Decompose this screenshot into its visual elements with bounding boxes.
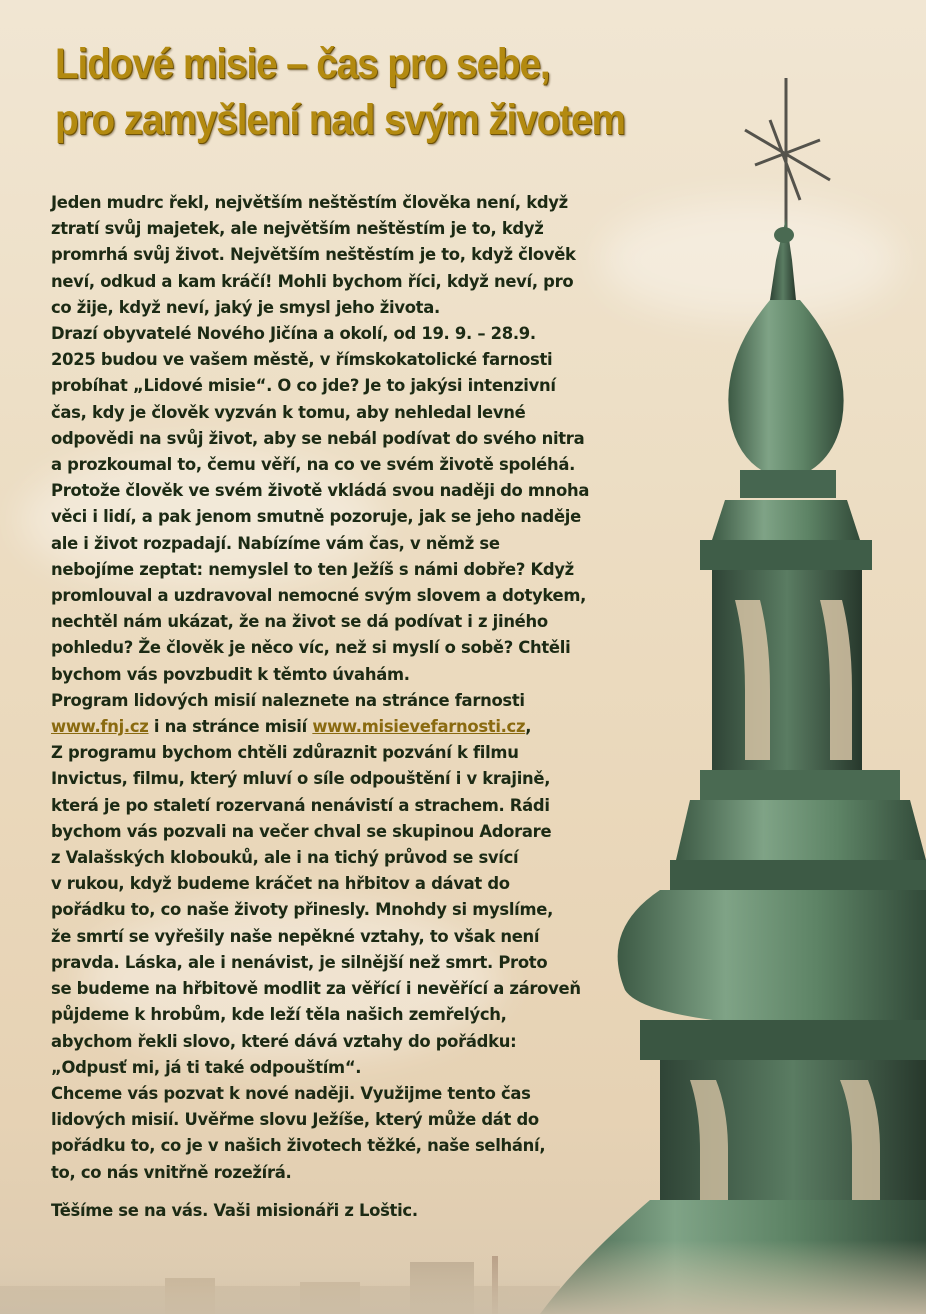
- body-line: lidových misií. Uvěřme slovu Ježíše, který může dát do: [51, 1110, 539, 1130]
- body-line: ale i život rozpadají. Nabízíme vám čas, v němž se: [51, 533, 500, 553]
- body-line: co žije, když neví, jaký je smysl jeho života.: [51, 297, 440, 317]
- closing-signature: Těšíme se na vás. Vaši misionáři z Loštic.: [51, 1200, 418, 1220]
- body-line: neví, odkud a kam kráčí! Mohli bychom říci, když neví, pro: [51, 271, 574, 291]
- links-middle-text: i na stránce misií: [148, 717, 313, 737]
- article-body: [51, 190, 631, 1224]
- links-line: [51, 714, 631, 740]
- body-line: promlouval a uzdravoval nemocné svým slovem a dotykem,: [51, 586, 587, 606]
- body-line: čas, kdy je člověk vyzván k tomu, aby nehledal levné: [51, 402, 526, 422]
- page-title: [55, 36, 685, 148]
- body-line: pořádku to, co naše životy přinesly. Mnohdy si myslíme,: [51, 900, 553, 920]
- body-line: Jeden mudrc řekl, největším neštěstím člověka není, když: [51, 193, 568, 212]
- body-line: Invictus, filmu, který mluví o síle odpouštění i v krajině,: [51, 769, 551, 789]
- missions-link[interactable]: www.misievefarnosti.cz: [312, 717, 526, 737]
- parish-link[interactable]: www.fnj.cz: [51, 717, 149, 737]
- links-end-text: ,: [525, 717, 532, 737]
- body-line: Z programu bychom chtěli zdůraznit pozvání k filmu: [51, 743, 519, 763]
- body-line: Drazí obyvatelé Nového Jičína a okolí, od 19. 9. – 28.9.: [51, 324, 536, 344]
- body-line: Program lidových misií naleznete na stránce farnosti: [51, 690, 525, 710]
- body-line: ztratí svůj majetek, ale největším neštěstím je to, když: [51, 219, 544, 239]
- body-line: „Odpusť mi, já ti také odpouštím“.: [51, 1057, 362, 1077]
- body-line: Protože člověk ve svém životě vkládá svou naději do mnoha: [51, 481, 590, 501]
- body-line: půjdeme k hrobům, kde leží těla našich zemřelých,: [51, 1005, 507, 1025]
- body-line: odpovědi na svůj život, aby se nebál podívat do svého nitra: [51, 428, 585, 448]
- cross: [745, 78, 830, 230]
- body-line: pravda. Láska, ale i nenávist, je silnější než smrt. Proto: [51, 952, 548, 972]
- body-line: to, co nás vnitřně rozežírá.: [51, 1162, 292, 1182]
- body-line: nebojíme zeptat: nemyslel to ten Ježíš s námi dobře? Když: [51, 559, 574, 579]
- body-line: v rukou, když budeme kráčet na hřbitov a dávat do: [51, 874, 510, 894]
- body-line: z Valašských klobouků, ale i na tichý průvod se svící: [51, 848, 519, 868]
- body-line: Chceme vás pozvat k nové naději. Využijme tento čas: [51, 1083, 531, 1103]
- body-line: 2025 budou ve vašem městě, v římskokatolické farnosti: [51, 350, 553, 370]
- body-line: pohledu? Že člověk je něco víc, než si myslí o sobě? Chtěli: [51, 638, 571, 658]
- body-line: bychom vás pozvali na večer chval se skupinou Adorare: [51, 821, 552, 841]
- title-line-2: pro zamyšlení nad svým životem: [55, 96, 625, 144]
- body-line: věci i lidí, a pak jenom smutně pozoruje, jak se jeho naděje: [51, 507, 581, 527]
- body-line: abychom řekli slovo, které dává vztahy do pořádku:: [51, 1031, 517, 1051]
- body-line: probíhat „Lidové misie“. O co jde? Je to jakýsi intenzivní: [51, 376, 556, 396]
- body-line: a prozkoumal to, čemu věří, na co ve svém životě spoléhá.: [51, 455, 576, 475]
- body-line: že smrtí se vyřešily naše nepěkné vztahy, to však není: [51, 926, 540, 946]
- body-line: se budeme na hřbitově modlit za věřící i nevěřící a zároveň: [51, 979, 581, 999]
- body-line: která je po staletí rozervaná nenávistí a strachem. Rádi: [51, 795, 550, 815]
- body-line: pořádku to, co je v našich životech těžké, naše selhání,: [51, 1136, 546, 1156]
- body-line: promrhá svůj život. Největším neštěstím je to, když člověk: [51, 245, 576, 265]
- body-line: nechtěl nám ukázat, že na život se dá podívat i z jiného: [51, 612, 548, 632]
- body-line: bychom vás povzbudit k těmto úvahám.: [51, 664, 410, 684]
- title-line-1: Lidové misie – čas pro sebe,: [55, 40, 550, 88]
